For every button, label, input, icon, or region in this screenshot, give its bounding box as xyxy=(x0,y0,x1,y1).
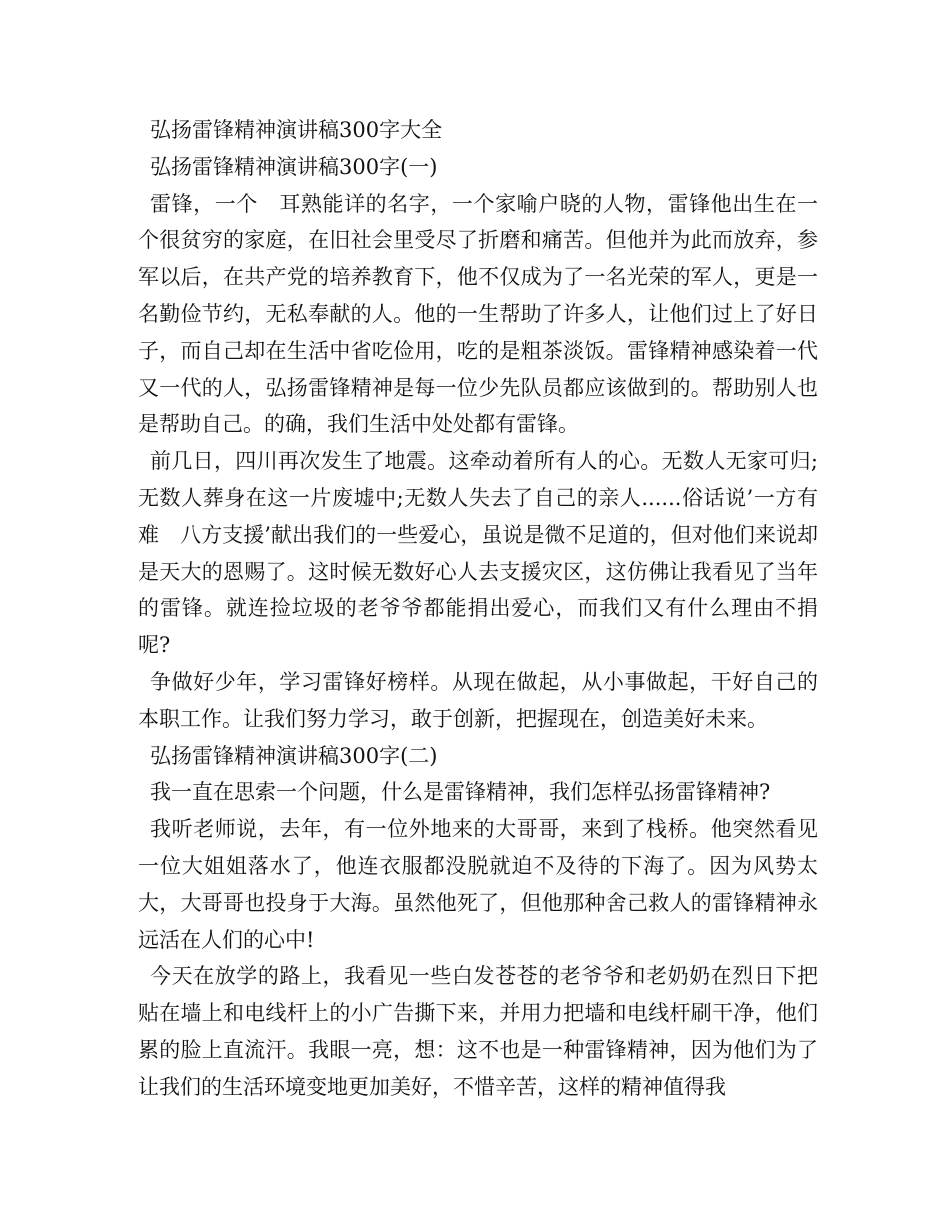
section-heading-1: 弘扬雷锋精神演讲稿300字(一) xyxy=(150,154,438,179)
paragraph: 今天在放学的路上，我看见一些白发苍苍的老爷爷和老奶奶在烈日下把贴在墙上和电线杆上的小广告撕下来，并用力把墙和电线杆刷干净，他们累的脸上直流汗。我眼一亮，想：这不也是一种雷锋精神，因为他们为了让我们的生活环境变地更加美好，不惜辛苦，这样的精神值得我 xyxy=(138,964,818,1099)
paragraph: 争做好少年，学习雷锋好榜样。从现在做起，从小事做起，干好自己的本职工作。让我们努力学习，敢于创新，把握现在，创造美好未来。 xyxy=(138,669,818,731)
paragraph: 前几日，四川再次发生了地震。这牵动着所有人的心。无数人无家可归;无数人葬身在这一片废墟中;无数人失去了自己的亲人......俗话说’一方有难 八方支援’献出我们的一些爱心，虽说是微不足道的，但对他们来说却是天大的恩赐了。这时候无数好心人去支援灾区，这仿佛让我看见了当年的雷锋。就连捡垃圾的老爷爷都能捐出爱心，而我们又有什么理由不捐呢? xyxy=(138,449,818,658)
paragraph: 我一直在思索一个问题，什么是雷锋精神，我们怎样弘扬雷锋精神? xyxy=(150,780,771,805)
paragraph: 雷锋，一个 耳熟能详的名字，一个家喻户晓的人物，雷锋他出生在一个很贫穷的家庭，在旧社会里受尽了折磨和痛苦。但他并为此而放弃，参军以后，在共产党的培养教育下，他不仅成为了一名光荣的军人，更是一名勤俭节约，无私奉献的人。他的一生帮助了许多人，让他们过上了好日子，而自己却在生活中省吃俭用，吃的是粗茶淡饭。雷锋精神感染着一代又一代的人，弘扬雷锋精神是每一位少先队员都应该做到的。帮助别人也是帮助自己。的确，我们生活中处处都有雷锋。 xyxy=(138,191,818,437)
paragraph: 我听老师说，去年，有一位外地来的大哥哥，来到了栈桥。他突然看见一位大姐姐落水了，他连衣服都没脱就迫不及待的下海了。因为风势太大，大哥哥也投身于大海。虽然他死了，但他那种舍己救人的雷锋精神永远活在人们的心中! xyxy=(138,817,818,952)
section-heading-2: 弘扬雷锋精神演讲稿300字(二) xyxy=(150,743,438,768)
document-title: 弘扬雷锋精神演讲稿300字大全 xyxy=(150,118,443,142)
document-body xyxy=(138,112,818,1106)
